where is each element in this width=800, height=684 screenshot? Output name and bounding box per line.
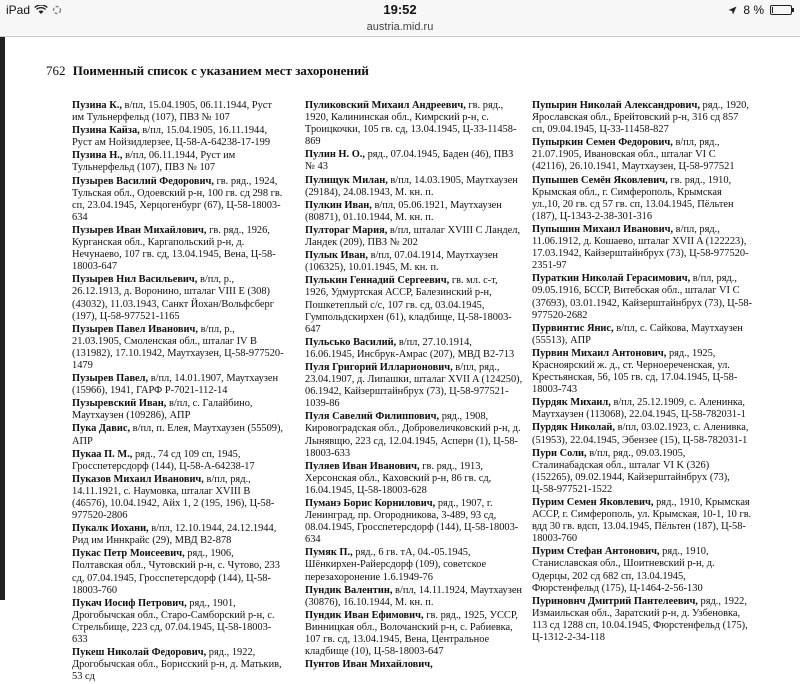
entry-details: в/пл, с. Галайбино, Маутхаузен (109286), АПР [72,398,253,422]
entry-details: ряд., 1907, г. Ленинград, пр. Огородникова, 3-489, 93 сд, 08.04.1945, Гросспетерсдорф (144), Ц-58-18003-634 [305,498,519,546]
entry-details: ряд., 1910, Станиславская обл., Шоитневский р-н, д. Одерцы, 202 сд 682 сп, 13.04.1945, Фюрстенфельд (175), Ц-1464-2-56-130 [532,546,715,594]
list-item [305,610,523,658]
list-item [72,398,285,422]
entry-name: Пундик Иван Ефимович, [305,609,424,621]
entry-details: в/пл, 05.06.1921, Маутхаузен (80871), 01.10.1944, М. кн. п. [305,199,502,223]
entry-details: в/пл, шталаг XVIII C Ландел, Ландек (209), ПВЗ № 202 [305,224,521,249]
entry-details: ряд., 1910, Крымская АССР, г. Симферополь, ул. Крымская, 10-1, 10 гв. вдд 30 гв. вдсп, 13.04.1945, Пёльтен (187), Ц-58-18003-760 [532,497,752,545]
list-item [305,337,523,361]
entry-name: Пурим Стефан Антонович, [532,546,660,558]
status-right [728,3,792,17]
entry-name: Пузырев Павел Иванович, [72,323,198,335]
list-item [72,523,285,547]
entry-name: Пузырев Нил Васильевич, [72,274,198,286]
entry-details: ряд., 1920, Ярославская обл., Брейтовский р-н, 316 сд 857 сп, 09.04.1945, Ц-33-11458-827 [532,100,749,136]
entry-details: гв. ряд., 1920, Калининская обл., Кимрский р-н, с. Троицкочки, 105 гв. сд, 13.04.1945, Ц-33-11458-869 [305,100,517,148]
entry-name: Пупышев Семён Яковлевич, [532,174,668,186]
entry-details: в/пл, ряд., 09.05.1916, БССР, Витебская обл., шталаг VI C (37693), 03.01.1942, Кайзерштайнбрух (73), Ц-58-977520-2682 [532,273,752,321]
column-3 [532,100,752,645]
column-1 [72,100,285,684]
list-item [72,598,285,646]
entry-name: Пузина К., [72,100,122,111]
entry-name: Пука Давис, [72,423,131,435]
entry-details: ряд., 1922, Дрогобычская обл., Борисский р-н, д. Матькив, 53 сд [72,647,282,683]
entry-details: в/пл, 03.02.1923, с. Аленивка,(51953), 22.04.1945, Эбензее (15), Ц-58-782031-1 [532,422,749,446]
entry-name: Пури Соли, [532,447,587,459]
battery-icon [770,5,792,15]
list-item [72,125,285,149]
entry-details: в/пл, ряд., 09.03.1905, Сталинабадская обл., шталаг VI K (326) (152265), 09.02.1944, Кайзерштайнбрух (73), Ц-58-977521-1522 [532,447,730,495]
list-item [532,323,752,347]
list-item [305,149,523,173]
entry-name: Пумяк П., [305,547,353,559]
list-item [305,175,523,199]
entry-details: в/пл, 25.12.1909, с. Аленинка, Маутхаузен (113068), 22.04.1945, Ц-58-782031-1 [532,397,746,421]
entry-name: Пузыревский Иван, [72,398,167,410]
entry-details: в/пл, ряд., 23.04.1907, д. Липашки, шталаг XVII A (124250), 06.1942, Кайзерштайнбрух (73), Ц-58-977521-1039-86 [305,361,523,410]
status-time: 19:52 [383,2,417,17]
list-item [305,585,523,609]
entry-details: гв. ряд., 1910, Крымская обл., г. Симферополь, Крымская ул.,10, 20 гв. сд 57 гв. сп, 13.04.1945, Пёльтен (187), Ц-1343-2-38-301-316 [532,174,734,222]
list-item [532,448,752,496]
entry-name: Пуля Савелий Филиппович, [305,411,440,423]
entry-details: в/пл, ряд., 21.07.1905, Ивановская обл., шталаг VI C (42116), 26.10.1941, Маутхаузен, Ц-58-977521 [532,137,735,173]
list-item [305,659,523,671]
entry-details: в/пл, 12.10.1944, 24.12.1944, Рид им Иннкрайс (29), МВД В2-878 [72,523,277,547]
entry-name: Пуляев Иван Иванович, [305,460,420,472]
list-item [532,224,752,272]
entry-details: ряд., 74 сд 109 сп, 1945, Гросспетерсдорф (144), Ц-58-А-64238-17 [72,448,255,472]
entry-details: в/пл, 15.04.1905, 06.11.1944, Руст им Тульнерфельд (107), ПВЗ № 107 [72,100,272,124]
status-bar [0,0,800,20]
entry-details: ряд., 1908, Кировоградская обл., Добровеличковский р-н, д. Лынявщю, 223 сд, 12.04.1945, Асперн (1), Ц-58-18003-633 [305,411,521,459]
entry-name: Пузина Кайза, [72,125,140,137]
list-item [72,324,285,372]
page-number: 762 [46,63,66,78]
entry-details: гв. ряд., 1924, Тульская обл., Одоевский р-н, 100 гв. сд 298 гв. сп, 23.04.1945, Херцогенбург (67), Ц-58-18003-634 [72,175,283,223]
url-text[interactable]: austria.mid.ru [366,21,434,33]
entry-name: Пупыркин Семен Федорович, [532,137,673,149]
entry-name: Пукалк Иохани, [72,523,149,535]
list-item [305,411,523,459]
entry-name: Пундик Валентин, [305,584,393,596]
entry-name: Пулищук Милан, [305,174,388,186]
list-item [72,225,285,273]
list-item [532,100,752,136]
list-item [72,274,285,322]
device-label: iPad [6,3,31,17]
page-title: Поименный список с указанием мест захоронений [72,63,369,78]
entry-name: Пулкин Иван, [305,199,372,211]
entry-name: Пузырев Василий Федорович, [72,175,214,187]
list-item [532,497,752,545]
entry-details: в/пл, р., 21.03.1905, Смоленская обл., шталаг IV B (131982), 17.10.1942, Маутхаузен, Ц-58-977520-1479 [72,323,284,371]
entry-name: Пукас Петр Моисеевич, [72,548,185,560]
list-item [305,498,523,546]
entry-details: гв. мл. с-т, 1926, Удмуртская АССР, Балезинский р-н, Пошкетеплый с/с, 107 гв. сд, 03.04.1945, Гумпольдскирхен (61), кладбище, Ц-58-18003-647 [305,275,512,335]
list-item [72,150,285,174]
list-item [72,474,285,522]
entry-name: Пуказов Михаил Иванович, [72,473,204,485]
entry-details: в/пл, р., 26.12.1913, д. Воронино, шталаг VIII E (308) (43032), 11.03.1943, Санкт Йохан/Вольфсберг (197), Ц-58-977521-1165 [72,274,274,322]
entry-name: Пултораг Мария, [305,224,388,236]
entry-details: гв. ряд., 1913, Херсонская обл., Каховский р-н, 86 гв. сд, 16.04.1945, Ц-58-18003-628 [305,460,492,496]
entry-name: Пурдяк Николай, [532,422,615,434]
entry-name: Пукаа П. М., [72,448,133,460]
entry-details: в/пл, 27.10.1914, 16.06.1945, Инсбрук-Амрас (207), МВД В2-713 [305,336,515,360]
entry-name: Пурдяк Михаил, [532,397,611,409]
entry-details: гв. ряд., 1925, УССР, Винницкая обл., Волочанский р-н, с. Рабиевка, 107 гв. сд, 13.04.1945, Вена, Центральное кладбище (10), Ц-58-18003-647 [305,609,518,658]
list-item [532,348,752,396]
entry-details: в/пл, ряд., 14.11.1921, с. Наумовка, шталаг XVIII B (46576), 10.04.1942, Айх 1, 2 (195, 196), Ц-58-977520-2806 [72,473,275,522]
list-item [305,200,523,224]
list-item [305,275,523,335]
list-item [72,100,285,124]
entry-details: в/пл, 15.04.1905, 16.11.1944, Руст ам Нойзидлерзее, Ц-58-А-64238-17-199 [72,125,271,149]
entry-name: Пуманэ Борис Корнилович, [305,498,436,509]
entry-details: в/пл, п. Елея, Маутхаузен (55509), АПР [72,423,284,447]
list-item [305,100,523,148]
list-item [305,362,523,410]
entry-details: в/пл, 14.11.1924, Маутхаузен (30876), 16.10.1944, М. кн. п. [305,584,522,608]
list-item [532,546,752,594]
entry-name: Пурвинтис Янис, [532,322,614,334]
entry-details: в/пл, ряд., 11.06.1912, д. Кошаево, шталаг XVII A (122223), 17.03.1942, Кайзерштайнбрух (73), Ц-58-977520-2351-97 [532,223,749,272]
entry-details: ряд., 1925, Красноярский ж. д., ст. Черноереченская, ул. Крестьянская, 56, 105 гв. сд, 17.04.1945, Ц-58-18003-743 [532,347,738,396]
list-item [305,250,523,274]
list-item [532,397,752,421]
entry-name: Пунтов Иван Михайлович, [305,659,433,671]
list-item [532,175,752,223]
list-item [532,137,752,173]
entry-details: ряд., 1922, Измаильская обл., Заратский р-н, д. Узбеновка, 113 сд 1288 сп, 10.04.1945, Фюрстенфельд (175), Ц-1312-2-34-118 [532,595,748,644]
list-item [72,449,285,473]
list-item [532,596,752,644]
entry-details: ряд., 07.04.1945, Баден (46), ПВЗ № 43 [305,149,514,173]
entry-name: Пукеш Николай Федорович, [72,647,207,659]
entry-name: Пульсько Василий, [305,336,397,348]
entry-name: Пупырин Николай Александрович, [532,100,700,111]
entry-name: Пураткин Николай Герасимович, [532,273,691,285]
entry-details: ряд., 1906, Полтавская обл., Чутовский р-н, с. Чутово, 233 сд, 07.04.1945, Гросспетерсдорф (144), Ц-58-18003-760 [72,548,280,596]
entry-details: в/пл, с. Сайкова, Маутхаузен (55513), АПР [532,322,743,346]
url-bar[interactable] [0,20,800,37]
list-item [305,461,523,497]
entry-name: Пулькин Геннадий Сергеевич, [305,275,450,287]
list-item [305,547,523,583]
entry-name: Пузырев Павел, [72,373,149,385]
left-edge-strip [0,37,5,600]
entry-details: в/пл, 14.01.1907, Маутхаузен (15966), 1941, ГАРФ Р-7021-112-14 [72,373,279,397]
entry-name: Пулин Н. О., [305,149,365,161]
entry-name: Пупышин Михаил Иванович, [532,223,674,235]
entry-name: Пукач Иосиф Петрович, [72,597,187,609]
entry-name: Пуля Григорий Илларионович, [305,361,453,373]
battery-level-fill [772,7,773,13]
entry-details: в/пл, 06.11.1944, Руст им Тульнерфельд (107), ПВЗ № 107 [72,150,236,174]
list-item [532,422,752,446]
list-item [532,273,752,321]
entry-details: в/пл, 14.03.1905, Маутхаузен (29184), 24.08.1943, М. кн. п. [305,174,518,198]
entry-name: Пуриновнч Дмитрий Пантелеевич, [532,595,698,607]
entry-details: в/пл, 07.04.1914, Маутхаузен (106325), 10.01.1945, М. кн. п. [305,250,498,274]
list-item [72,373,285,397]
page-header [46,63,369,79]
list-item [305,225,523,249]
entry-name: Пурвин Михаил Антонович, [532,347,667,359]
entry-name: Пулык Иван, [305,250,369,262]
entry-details: ряд., 1901, Дрогобычская обл., Старо-Самборский р-н, с. Стрельбище, 223 сд, 07.04.1945, Ц-58-18003-633 [72,597,275,646]
list-item [72,548,285,596]
list-item [72,423,285,447]
entry-name: Пузина Н., [72,150,123,162]
column-2 [305,100,523,672]
entry-details: гв. ряд., 1926, Курганская обл., Каргапольский р-н, д. Нечунаево, 107 гв. сд, 13.04.1945, Вена, Ц-58-18003-647 [72,224,276,273]
battery-percent: 8 % [743,3,764,17]
entry-name: Пуликовский Михаил Андреевич, [305,100,466,111]
list-item [72,176,285,224]
entry-name: Пузырев Иван Михайлович, [72,224,207,236]
list-item [72,647,285,683]
entry-details: ряд., 6 гв. тА, 04.-05.1945, Шёнкирхен-Райерсдорф (109), советское перезахоронение 1.6.1949-76 [305,547,487,583]
location-icon [728,6,737,15]
entry-name: Пурим Семен Яковлевич, [532,497,654,508]
